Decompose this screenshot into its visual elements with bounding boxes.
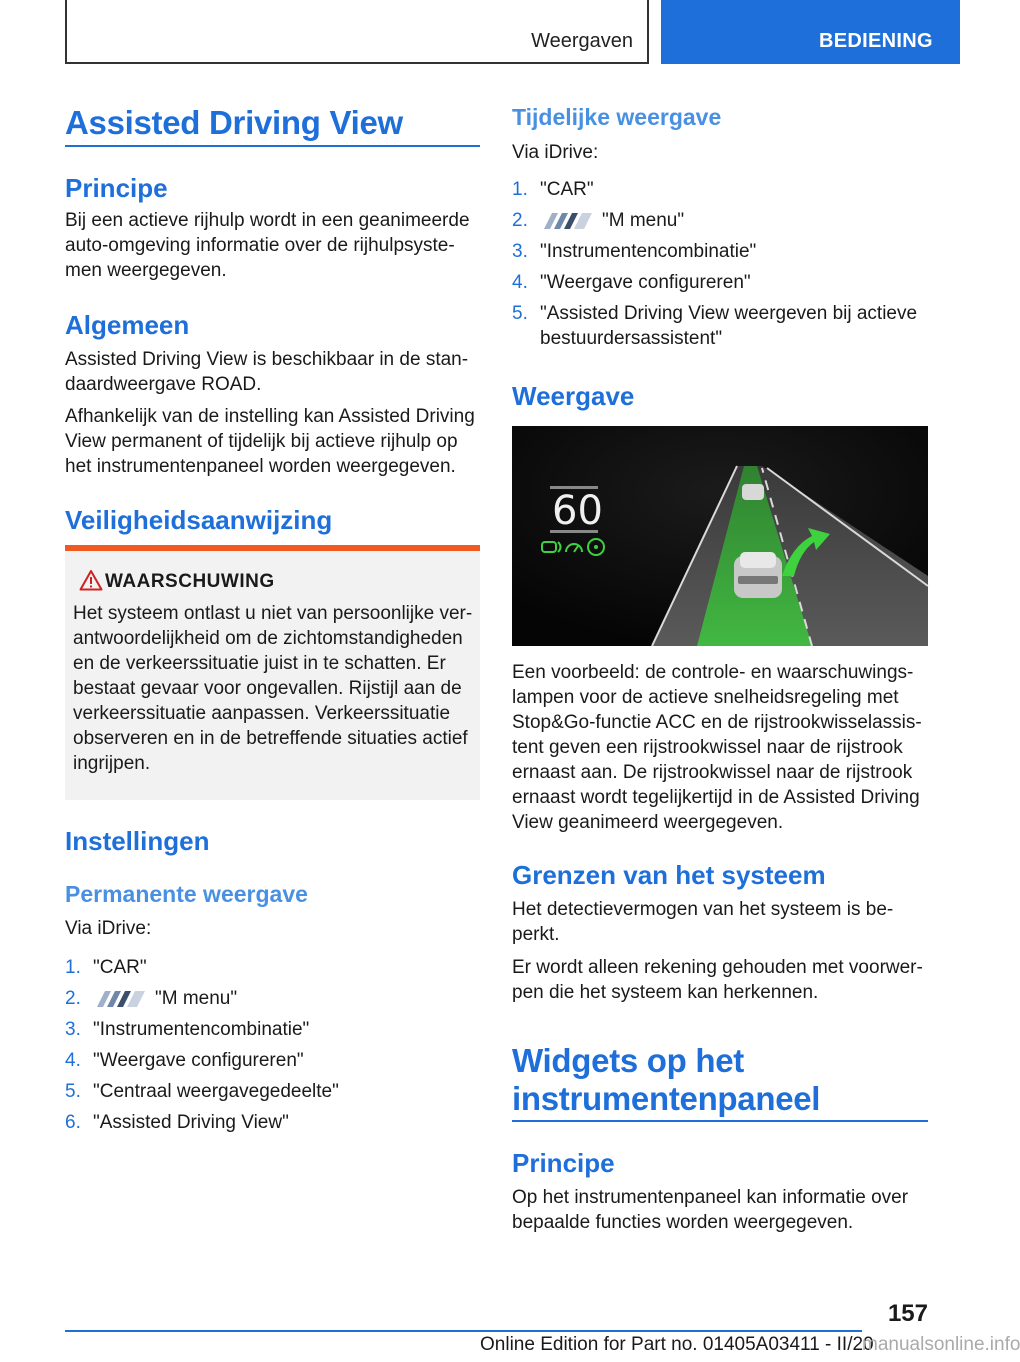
- step-number: 2.: [65, 988, 81, 1009]
- widgets-title-line-2: instrumentenpaneel: [512, 1080, 821, 1117]
- step-text: "Instrumentencombinatie": [540, 241, 757, 262]
- via-idrive-label-left: Via iDrive:: [65, 918, 152, 939]
- footer-edition: Online Edition for Part no. 01405A03411 - II/20: [480, 1334, 874, 1355]
- dashboard-illustration: [512, 426, 928, 646]
- page-title: Assisted Driving View: [65, 104, 403, 141]
- instellingen-heading: Instellingen: [65, 826, 210, 856]
- step-number: 4.: [65, 1050, 81, 1071]
- step-number: 2.: [512, 210, 528, 231]
- warning-text: Het systeem ontlast u niet van persoonlijke ver-antwoordelijkheid om de zichtomstandigheden en de verkeerssituatie juist in te schatten. Er bestaat gevaar voor ongevallen. Rijstijl aan de verkeerssituatie aanpassen. Verkeerssituatie observeren en in de betreffende situaties actief ingrijpen.: [73, 603, 473, 774]
- speed-readout: 60: [552, 488, 603, 534]
- step-text: "Weergave configureren": [93, 1050, 304, 1071]
- step-item: [512, 301, 928, 351]
- header-chapter-tab[interactable]: BEDIENING: [661, 0, 960, 64]
- principe2-paragraph: Op het instrumentenpaneel kan informatie over bepaalde functies worden weergegeven.: [512, 1187, 909, 1233]
- header-section-title: Weergaven: [531, 30, 633, 52]
- principe-heading: Principe: [65, 173, 168, 203]
- step-number: 3.: [65, 1019, 81, 1040]
- step-number: 6.: [65, 1112, 81, 1133]
- m-menu-icon: [540, 213, 594, 229]
- principe-paragraph: Bij een actieve rijhulp wordt in een geanimeerde auto-omgeving informatie over de rijhulpsyste-men weergegeven.: [65, 210, 470, 281]
- warning-title: WAARSCHUWING: [105, 571, 275, 592]
- step-item: [65, 955, 480, 980]
- step-item: [512, 270, 928, 295]
- step-item: [512, 177, 928, 202]
- step-text: "CAR": [93, 957, 147, 978]
- veiligheid-heading: Veiligheidsaanwijzing: [65, 505, 333, 535]
- step-text: "Centraal weergavegedeelte": [93, 1081, 339, 1102]
- permanente-weergave-heading: Permanente weergave: [65, 881, 308, 907]
- step-item: [65, 986, 480, 1011]
- title-rule: [65, 145, 480, 147]
- tijdelijke-weergave-heading: Tijdelijke weergave: [512, 104, 722, 130]
- step-number: 1.: [512, 179, 528, 200]
- principe2-heading: Principe: [512, 1148, 615, 1178]
- footer-site: manualsonline.info: [862, 1334, 1020, 1355]
- step-item: [65, 1048, 480, 1073]
- assisted-driving-view-screen: [512, 426, 928, 646]
- step-text: "M menu": [602, 210, 685, 231]
- step-item: [65, 1110, 480, 1135]
- widgets-title-line-1: Widgets op het: [512, 1042, 744, 1079]
- footer-rule: [65, 1330, 862, 1332]
- algemeen-heading: Algemeen: [65, 310, 190, 340]
- m-menu-icon: [93, 991, 147, 1007]
- via-idrive-label-right: Via iDrive:: [512, 142, 599, 163]
- step-text: "M menu": [155, 988, 238, 1009]
- step-text: "CAR": [540, 179, 594, 200]
- step-number: 5.: [65, 1081, 81, 1102]
- step-text: "Assisted Driving View": [93, 1112, 289, 1133]
- step-item: [512, 239, 928, 264]
- step-number: 3.: [512, 241, 528, 262]
- step-item: [65, 1079, 480, 1104]
- page-header-box: [65, 0, 649, 64]
- widgets-title-rule: [512, 1120, 928, 1122]
- step-text: "Assisted Driving View weergeven bij actieve bestuurdersassistent": [540, 303, 918, 349]
- grenzen-heading: Grenzen van het systeem: [512, 860, 826, 890]
- step-number: 1.: [65, 957, 81, 978]
- permanent-steps-list: [65, 955, 480, 1141]
- step-number: 5.: [512, 303, 528, 324]
- warning-triangle-icon: [79, 569, 103, 591]
- step-text: "Instrumentencombinatie": [93, 1019, 310, 1040]
- warning-box: [65, 551, 480, 800]
- step-text: "Weergave configureren": [540, 272, 751, 293]
- algemeen-paragraph-1: Assisted Driving View is beschikbaar in de stan-daardweergave ROAD.: [65, 349, 469, 395]
- algemeen-paragraph-2: Afhankelijk van de instelling kan Assisted Driving View permanent of tijdelijk bij actieve rijhulp op het instrumentenpaneel worden weergegeven.: [65, 406, 475, 477]
- weergave-heading: Weergave: [512, 381, 635, 411]
- grenzen-paragraph-1: Het detectievermogen van het systeem is be-perkt.: [512, 899, 894, 945]
- page-number: 157: [887, 1300, 928, 1327]
- tijdelijk-steps-list: [512, 177, 928, 357]
- grenzen-paragraph-2: Er wordt alleen rekening gehouden met voorwer-pen die het systeem kan herkennen.: [512, 957, 923, 1003]
- step-item: [65, 1017, 480, 1042]
- weergave-caption: Een voorbeeld: de controle- en waarschuwings-lampen voor de actieve snelheidsregeling met Stop&Go-functie ACC en de rijstrookwisselassis-tent geven een rijstrookwissel naar de rijstrook ernaast aan. De rijstrookwissel naar de rijstrook ernaast wordt tegelijkertijd in de Assisted Driving View geanimeerd weergegeven.: [512, 662, 922, 833]
- step-number: 4.: [512, 272, 528, 293]
- step-item: [512, 208, 928, 233]
